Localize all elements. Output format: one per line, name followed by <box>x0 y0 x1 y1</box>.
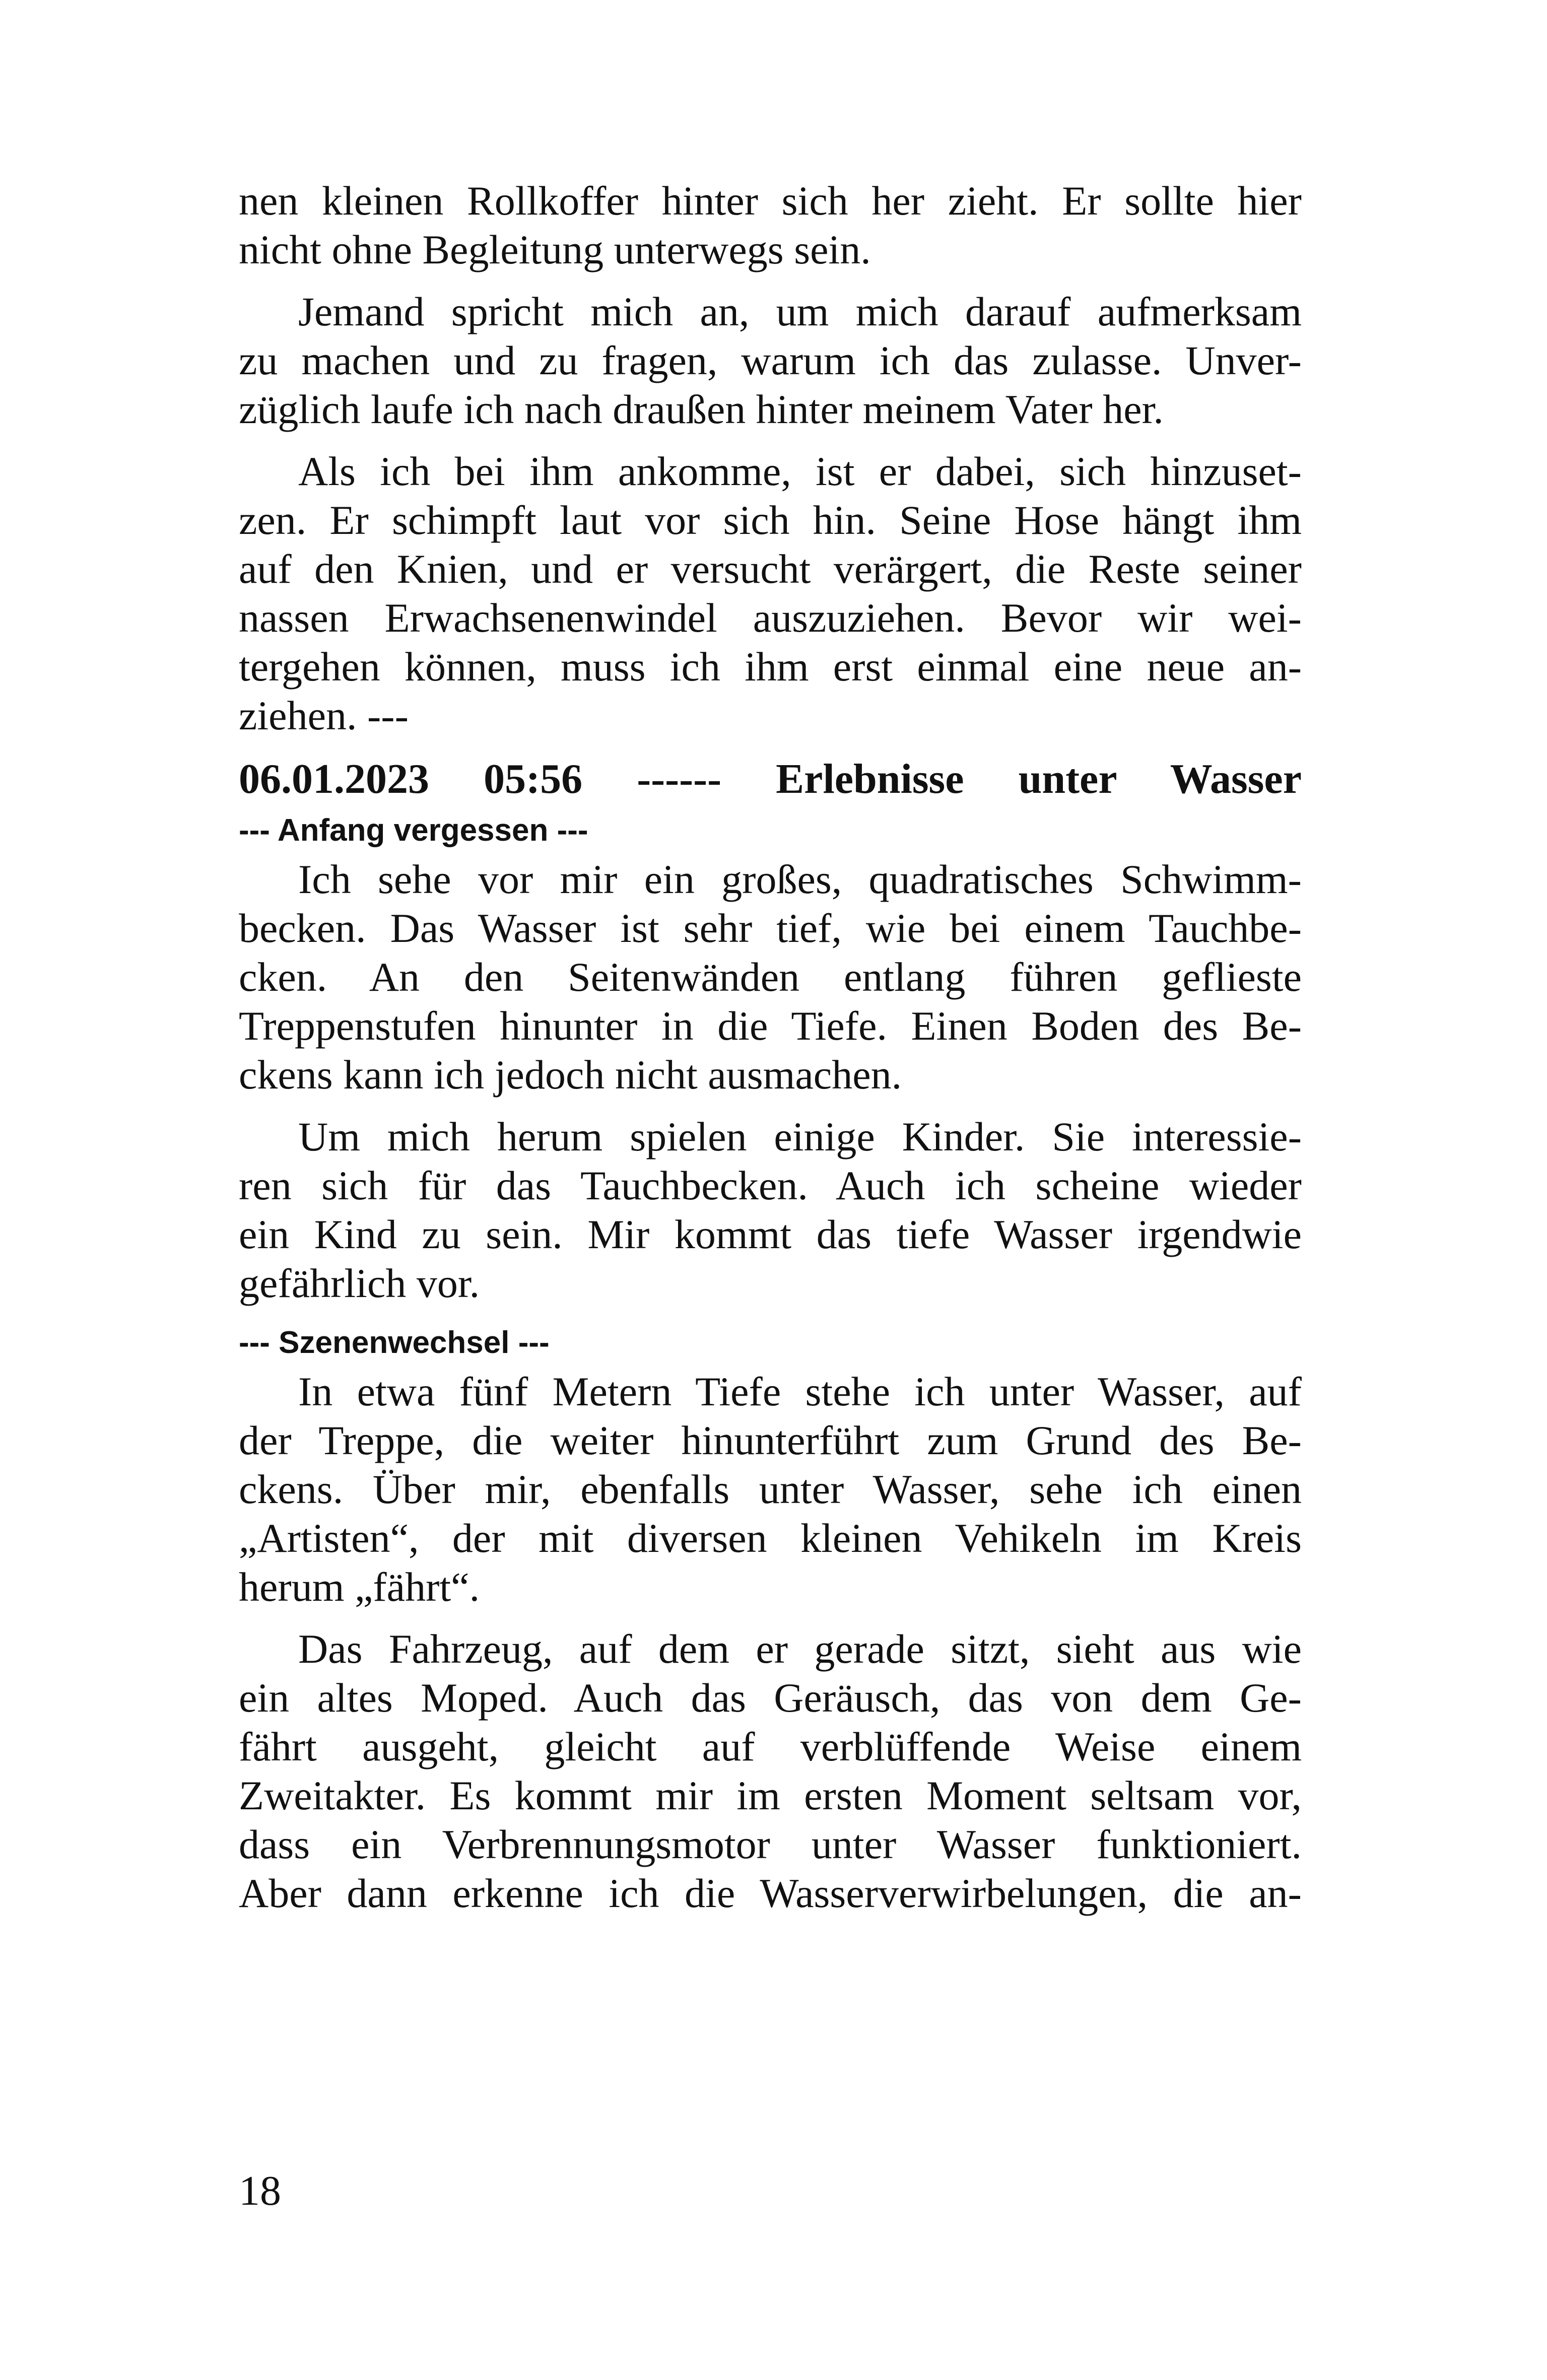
text-line: nassen Erwachsenenwindel auszuziehen. Bevor wir wei- <box>239 595 1302 641</box>
text-line: Das Fahrzeug, auf dem er gerade sitzt, sieht aus wie <box>298 1626 1302 1672</box>
text-line: Aber dann erkenne ich die Wasserverwirbelungen, die an- <box>239 1870 1302 1916</box>
text-line: nicht ohne Begleitung unterwegs sein. <box>239 227 871 273</box>
paragraph <box>239 287 1302 434</box>
text-line: ein altes Moped. Auch das Geräusch, das von dem Ge- <box>239 1675 1302 1721</box>
text-line: ckens. Über mir, ebenfalls unter Wasser, sehe ich einen <box>239 1466 1302 1512</box>
text-line: zen. Er schimpft laut vor sich hin. Seine Hose hängt ihm <box>239 497 1302 543</box>
text-line: züglich laufe ich nach draußen hinter meinem Vater her. <box>239 386 1164 432</box>
paragraph <box>239 855 1302 1099</box>
text-line: gefährlich vor. <box>239 1260 480 1306</box>
text-line: Ich sehe vor mir ein großes, quadratisches Schwimm- <box>298 856 1302 902</box>
text-line: der Treppe, die weiter hinunterführt zum Grund des Be- <box>239 1417 1302 1463</box>
section-marker: --- Anfang vergessen --- <box>239 813 588 848</box>
text-line: nen kleinen Rollkoffer hinter sich her zieht. Er sollte hier <box>239 178 1302 224</box>
paragraph <box>239 1112 1302 1308</box>
section-marker: --- Szenenwechsel --- <box>239 1325 550 1360</box>
text-line: Um mich herum spielen einige Kinder. Sie interessie- <box>298 1114 1302 1160</box>
text-line: ziehen. --- <box>239 693 409 738</box>
text-line: ren sich für das Tauchbecken. Auch ich scheine wieder <box>239 1163 1302 1208</box>
text-line: ein Kind zu sein. Mir kommt das tiefe Wasser irgendwie <box>239 1211 1302 1257</box>
text-line: Zweitakter. Es kommt mir im ersten Moment seltsam vor, <box>239 1773 1302 1818</box>
text-line: fährt ausgeht, gleicht auf verblüffende Weise einem <box>239 1724 1302 1770</box>
text-line: herum „fährt“. <box>239 1564 480 1610</box>
text-line: Als ich bei ihm ankomme, ist er dabei, sich hinzuset- <box>298 448 1302 494</box>
text-line: cken. An den Seitenwänden entlang führen geflieste <box>239 954 1302 1000</box>
text-line: Jemand spricht mich an, um mich darauf aufmerksam <box>298 289 1302 334</box>
text-line: „Artisten“, der mit diversen kleinen Vehikeln im Kreis <box>239 1515 1302 1561</box>
page-number: 18 <box>239 2167 281 2214</box>
text-line: dass ein Verbrennungsmotor unter Wasser funktioniert. <box>239 1821 1302 1867</box>
text-line: ckens kann ich jedoch nicht ausmachen. <box>239 1052 902 1098</box>
text-line: becken. Das Wasser ist sehr tief, wie bei einem Tauchbe- <box>239 905 1302 951</box>
entry-heading: 06.01.2023 05:56 ------ Erlebnisse unter Wasser <box>239 756 1302 802</box>
paragraph-continues <box>239 1624 1302 1918</box>
paragraph-continued <box>239 176 1302 274</box>
paragraph <box>239 1367 1302 1611</box>
paragraph <box>239 447 1302 740</box>
text-line: In etwa fünf Metern Tiefe stehe ich unter Wasser, auf <box>298 1369 1302 1414</box>
book-page-body <box>239 176 1302 1931</box>
text-line: Treppenstufen hinunter in die Tiefe. Einen Boden des Be- <box>239 1003 1302 1049</box>
text-line: tergehen können, muss ich ihm erst einmal eine neue an- <box>239 644 1302 690</box>
text-line: auf den Knien, und er versucht verärgert, die Reste seiner <box>239 546 1302 592</box>
text-line: zu machen und zu fragen, warum ich das zulasse. Unver- <box>239 337 1302 383</box>
